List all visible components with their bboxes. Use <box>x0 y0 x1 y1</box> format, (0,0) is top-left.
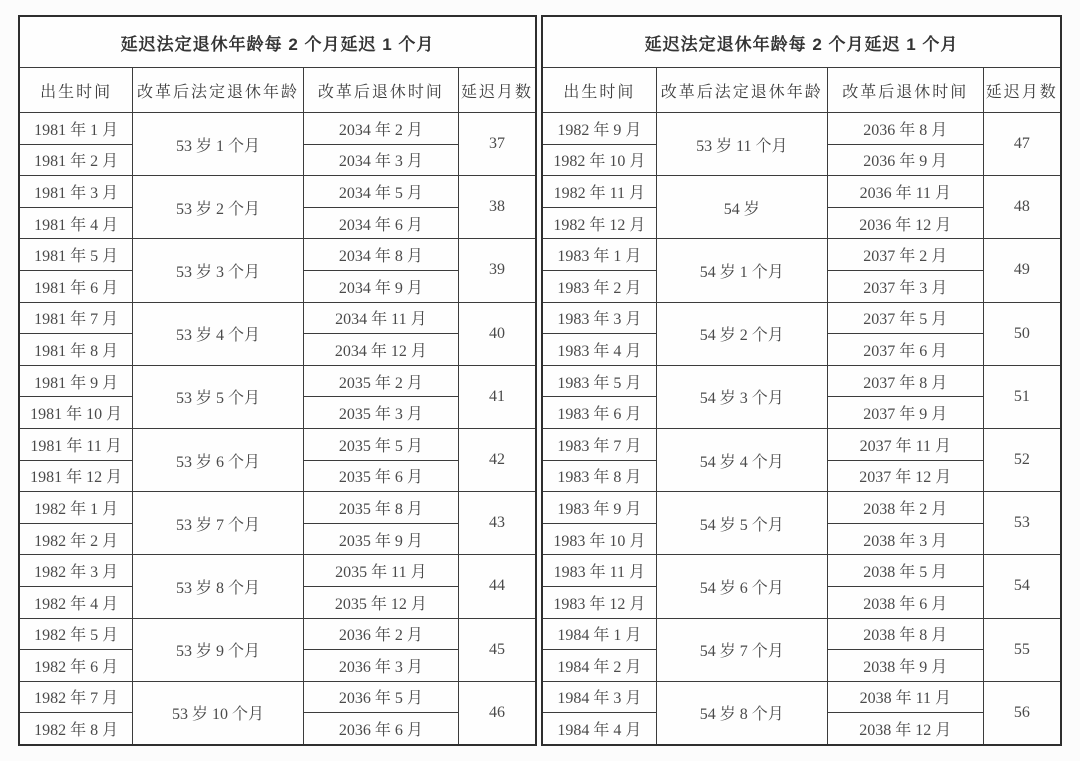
delay-cell: 39 <box>458 239 536 302</box>
retirement-cell: 2034 年 2 月 <box>303 113 458 145</box>
table-header-row <box>19 68 536 113</box>
age-cell: 53 岁 10 个月 <box>133 681 304 745</box>
retirement-cell: 2036 年 6 月 <box>303 713 458 745</box>
delay-cell: 53 <box>983 492 1061 555</box>
birth-cell: 1983 年 6 月 <box>542 397 656 429</box>
retirement-cell: 2038 年 9 月 <box>827 650 983 682</box>
column-header-retirement: 改革后退休时间 <box>303 68 458 113</box>
age-cell: 53 岁 11 个月 <box>656 113 827 176</box>
delay-cell: 42 <box>458 428 536 491</box>
column-header-delay: 延迟月数 <box>458 68 536 113</box>
age-cell: 54 岁 6 个月 <box>656 555 827 618</box>
age-cell: 54 岁 <box>656 176 827 239</box>
delay-table-right <box>541 15 1062 746</box>
age-cell: 54 岁 3 个月 <box>656 365 827 428</box>
delay-cell: 38 <box>458 176 536 239</box>
table-row <box>19 113 536 145</box>
table-title-row <box>19 16 536 68</box>
delay-cell: 37 <box>458 113 536 176</box>
retirement-cell: 2035 年 6 月 <box>303 460 458 492</box>
birth-cell: 1982 年 1 月 <box>19 492 133 524</box>
retirement-cell: 2035 年 11 月 <box>303 555 458 587</box>
table-row <box>19 239 536 271</box>
birth-cell: 1982 年 8 月 <box>19 713 133 745</box>
table-title-row <box>542 16 1061 68</box>
retirement-cell: 2034 年 9 月 <box>303 270 458 302</box>
age-cell: 53 岁 6 个月 <box>133 428 304 491</box>
age-cell: 53 岁 8 个月 <box>133 555 304 618</box>
table-row <box>19 681 536 713</box>
birth-cell: 1982 年 9 月 <box>542 113 656 145</box>
retirement-cell: 2037 年 6 月 <box>827 334 983 366</box>
birth-cell: 1981 年 11 月 <box>19 428 133 460</box>
table-row <box>542 428 1061 460</box>
age-cell: 53 岁 4 个月 <box>133 302 304 365</box>
birth-cell: 1983 年 8 月 <box>542 460 656 492</box>
table-title: 延迟法定退休年龄每 2 个月延迟 1 个月 <box>19 16 536 68</box>
birth-cell: 1983 年 10 月 <box>542 523 656 555</box>
delay-cell: 41 <box>458 365 536 428</box>
retirement-cell: 2036 年 3 月 <box>303 650 458 682</box>
birth-cell: 1983 年 12 月 <box>542 586 656 618</box>
birth-cell: 1982 年 2 月 <box>19 523 133 555</box>
birth-cell: 1983 年 1 月 <box>542 239 656 271</box>
delay-cell: 49 <box>983 239 1061 302</box>
retirement-cell: 2035 年 3 月 <box>303 397 458 429</box>
birth-cell: 1981 年 3 月 <box>19 176 133 208</box>
retirement-cell: 2037 年 2 月 <box>827 239 983 271</box>
birth-cell: 1982 年 4 月 <box>19 586 133 618</box>
delay-cell: 48 <box>983 176 1061 239</box>
delay-table-right-wrap <box>541 15 1062 746</box>
delay-cell: 56 <box>983 681 1061 745</box>
birth-cell: 1982 年 3 月 <box>19 555 133 587</box>
retirement-cell: 2038 年 6 月 <box>827 586 983 618</box>
table-row <box>542 302 1061 334</box>
delay-cell: 50 <box>983 302 1061 365</box>
delay-cell: 44 <box>458 555 536 618</box>
column-header-age: 改革后法定退休年龄 <box>656 68 827 113</box>
table-row <box>19 492 536 524</box>
retirement-cell: 2036 年 5 月 <box>303 681 458 713</box>
age-cell: 53 岁 3 个月 <box>133 239 304 302</box>
age-cell: 53 岁 7 个月 <box>133 492 304 555</box>
birth-cell: 1983 年 2 月 <box>542 270 656 302</box>
table-header-row <box>542 68 1061 113</box>
delay-table-left-wrap <box>18 15 537 746</box>
table-row <box>542 239 1061 271</box>
age-cell: 54 岁 5 个月 <box>656 492 827 555</box>
retirement-cell: 2037 年 3 月 <box>827 270 983 302</box>
age-cell: 54 岁 2 个月 <box>656 302 827 365</box>
column-header-delay: 延迟月数 <box>983 68 1061 113</box>
retirement-cell: 2037 年 8 月 <box>827 365 983 397</box>
birth-cell: 1981 年 7 月 <box>19 302 133 334</box>
table-row <box>542 176 1061 208</box>
delay-cell: 43 <box>458 492 536 555</box>
birth-cell: 1983 年 4 月 <box>542 334 656 366</box>
age-cell: 54 岁 8 个月 <box>656 681 827 745</box>
age-cell: 54 岁 4 个月 <box>656 428 827 491</box>
table-title: 延迟法定退休年龄每 2 个月延迟 1 个月 <box>542 16 1061 68</box>
birth-cell: 1982 年 5 月 <box>19 618 133 650</box>
table-row <box>542 555 1061 587</box>
retirement-cell: 2038 年 11 月 <box>827 681 983 713</box>
birth-cell: 1983 年 5 月 <box>542 365 656 397</box>
birth-cell: 1981 年 9 月 <box>19 365 133 397</box>
retirement-cell: 2034 年 12 月 <box>303 334 458 366</box>
age-cell: 54 岁 7 个月 <box>656 618 827 681</box>
retirement-cell: 2036 年 9 月 <box>827 144 983 176</box>
delay-cell: 40 <box>458 302 536 365</box>
age-cell: 53 岁 2 个月 <box>133 176 304 239</box>
retirement-cell: 2038 年 5 月 <box>827 555 983 587</box>
table-row <box>19 555 536 587</box>
retirement-cell: 2035 年 12 月 <box>303 586 458 618</box>
retirement-cell: 2036 年 12 月 <box>827 207 983 239</box>
retirement-cell: 2037 年 5 月 <box>827 302 983 334</box>
delay-cell: 52 <box>983 428 1061 491</box>
table-row <box>19 428 536 460</box>
retirement-cell: 2035 年 8 月 <box>303 492 458 524</box>
birth-cell: 1983 年 7 月 <box>542 428 656 460</box>
retirement-cell: 2036 年 2 月 <box>303 618 458 650</box>
retirement-cell: 2034 年 11 月 <box>303 302 458 334</box>
delay-cell: 54 <box>983 555 1061 618</box>
birth-cell: 1981 年 5 月 <box>19 239 133 271</box>
table-row <box>19 618 536 650</box>
retirement-cell: 2037 年 11 月 <box>827 428 983 460</box>
birth-cell: 1984 年 4 月 <box>542 713 656 745</box>
delay-cell: 47 <box>983 113 1061 176</box>
table-row <box>542 492 1061 524</box>
age-cell: 53 岁 5 个月 <box>133 365 304 428</box>
birth-cell: 1983 年 9 月 <box>542 492 656 524</box>
age-cell: 53 岁 1 个月 <box>133 113 304 176</box>
delay-table-right-body <box>542 113 1061 746</box>
table-row <box>542 618 1061 650</box>
delay-table-left-body <box>19 113 536 746</box>
birth-cell: 1981 年 12 月 <box>19 460 133 492</box>
retirement-cell: 2037 年 12 月 <box>827 460 983 492</box>
delay-table-left <box>18 15 537 746</box>
delay-cell: 55 <box>983 618 1061 681</box>
birth-cell: 1982 年 7 月 <box>19 681 133 713</box>
age-cell: 53 岁 9 个月 <box>133 618 304 681</box>
retirement-cell: 2034 年 6 月 <box>303 207 458 239</box>
birth-cell: 1981 年 1 月 <box>19 113 133 145</box>
birth-cell: 1982 年 10 月 <box>542 144 656 176</box>
birth-cell: 1981 年 6 月 <box>19 270 133 302</box>
table-row <box>542 681 1061 713</box>
birth-cell: 1983 年 11 月 <box>542 555 656 587</box>
column-header-retirement: 改革后退休时间 <box>827 68 983 113</box>
delay-cell: 51 <box>983 365 1061 428</box>
retirement-cell: 2034 年 8 月 <box>303 239 458 271</box>
retirement-cell: 2034 年 3 月 <box>303 144 458 176</box>
column-header-birth: 出生时间 <box>19 68 133 113</box>
birth-cell: 1981 年 4 月 <box>19 207 133 239</box>
table-row <box>19 302 536 334</box>
table-row <box>542 365 1061 397</box>
birth-cell: 1981 年 8 月 <box>19 334 133 366</box>
table-row <box>19 365 536 397</box>
birth-cell: 1982 年 11 月 <box>542 176 656 208</box>
delay-cell: 45 <box>458 618 536 681</box>
retirement-cell: 2037 年 9 月 <box>827 397 983 429</box>
column-header-age: 改革后法定退休年龄 <box>133 68 304 113</box>
birth-cell: 1984 年 1 月 <box>542 618 656 650</box>
retirement-cell: 2038 年 3 月 <box>827 523 983 555</box>
age-cell: 54 岁 1 个月 <box>656 239 827 302</box>
birth-cell: 1984 年 3 月 <box>542 681 656 713</box>
birth-cell: 1981 年 2 月 <box>19 144 133 176</box>
birth-cell: 1984 年 2 月 <box>542 650 656 682</box>
retirement-cell: 2035 年 2 月 <box>303 365 458 397</box>
birth-cell: 1982 年 12 月 <box>542 207 656 239</box>
retirement-cell: 2036 年 11 月 <box>827 176 983 208</box>
column-header-birth: 出生时间 <box>542 68 656 113</box>
table-row <box>19 176 536 208</box>
retirement-cell: 2034 年 5 月 <box>303 176 458 208</box>
retirement-cell: 2036 年 8 月 <box>827 113 983 145</box>
delay-cell: 46 <box>458 681 536 745</box>
birth-cell: 1982 年 6 月 <box>19 650 133 682</box>
retirement-cell: 2035 年 5 月 <box>303 428 458 460</box>
table-row <box>542 113 1061 145</box>
birth-cell: 1981 年 10 月 <box>19 397 133 429</box>
birth-cell: 1983 年 3 月 <box>542 302 656 334</box>
retirement-cell: 2038 年 8 月 <box>827 618 983 650</box>
retirement-cell: 2038 年 12 月 <box>827 713 983 745</box>
retirement-cell: 2035 年 9 月 <box>303 523 458 555</box>
retirement-cell: 2038 年 2 月 <box>827 492 983 524</box>
